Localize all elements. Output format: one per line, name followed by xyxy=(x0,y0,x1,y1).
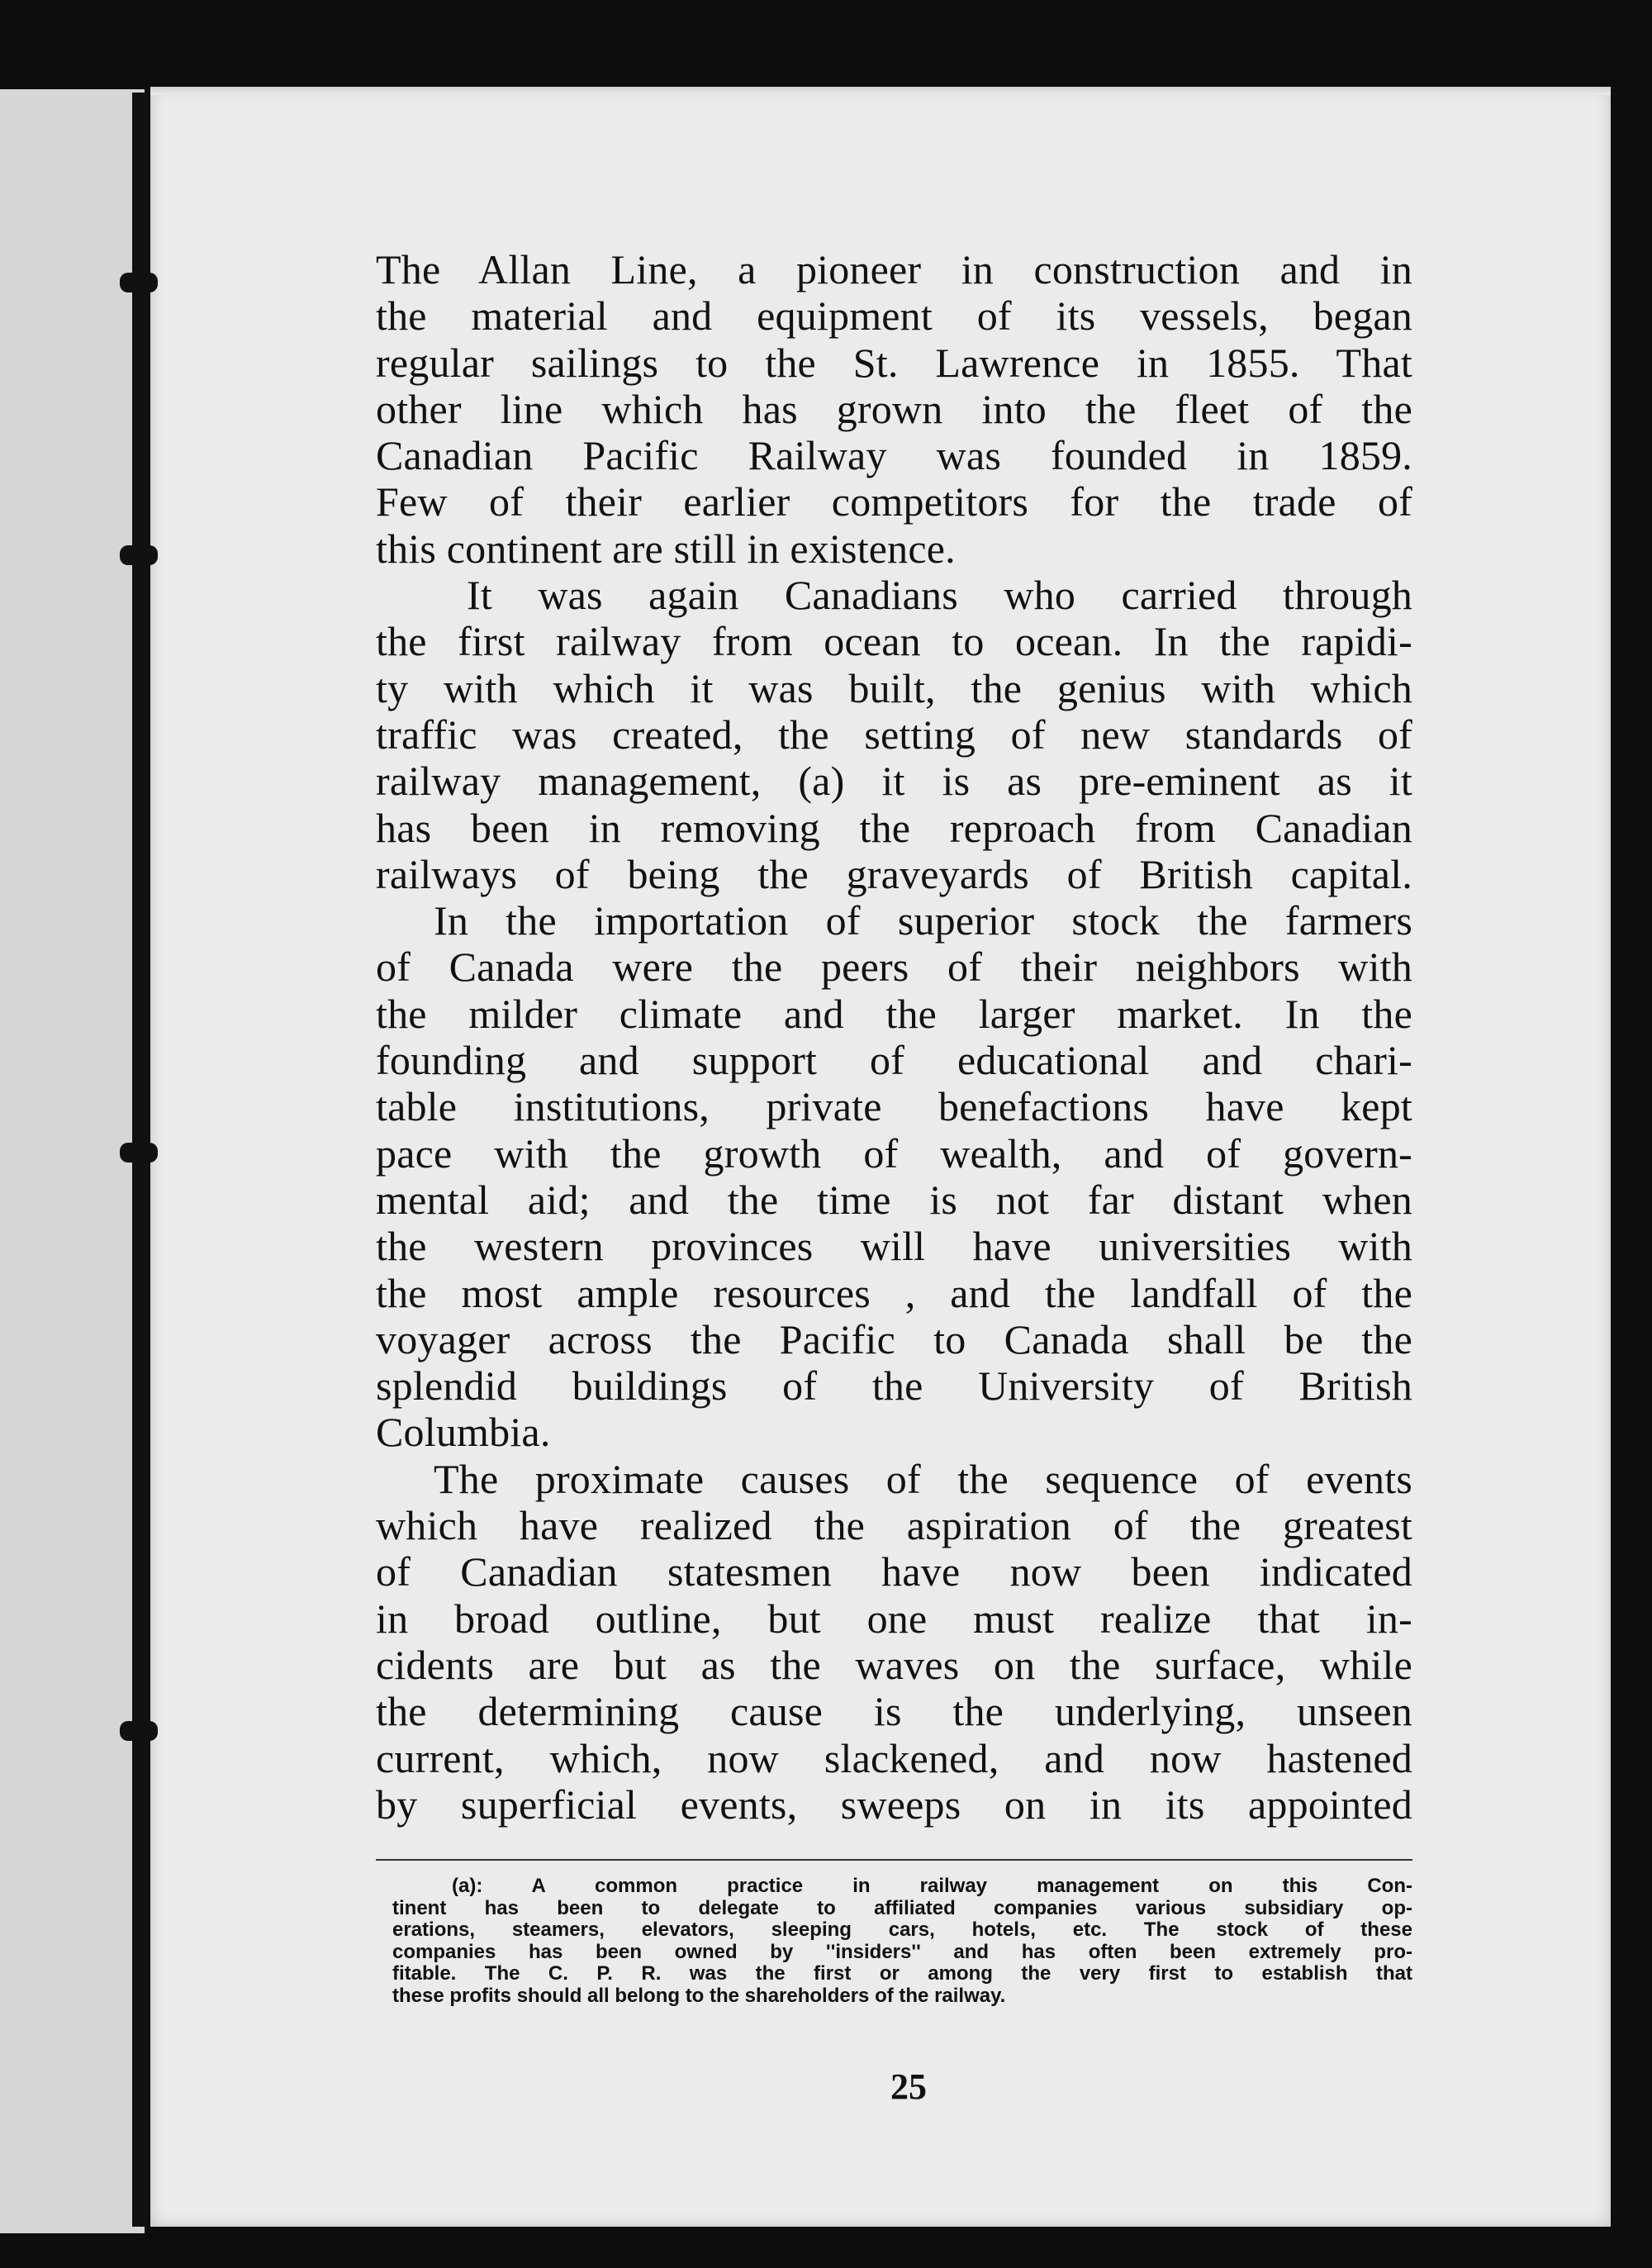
binding-clip xyxy=(120,1143,158,1163)
page-top-shadow xyxy=(150,87,1611,95)
binding-clip xyxy=(120,273,158,292)
binding-clip xyxy=(120,1721,158,1741)
footnote-rule xyxy=(376,1859,1412,1861)
text-line: It was again Canadians who carried through xyxy=(467,572,1412,619)
text-line: in broad outline, but one must realize that in- xyxy=(376,1595,1412,1642)
text-line: railways of being the graveyards of British capital. xyxy=(376,850,1412,897)
text-line: regular sailings to the St. Lawrence in 1855. That xyxy=(376,339,1412,386)
binding-clip xyxy=(120,545,158,565)
footnote-line: companies has been owned by ''insiders'' and has often been extremely pro- xyxy=(392,1940,1412,1963)
footnote-line: tinent has been to delegate to affiliated companies various subsidiary op- xyxy=(392,1896,1412,1919)
text-line: of Canada were the peers of their neighbors with xyxy=(376,944,1412,991)
text-line: this continent are still in existence. xyxy=(376,525,956,572)
text-line: of Canadian statesmen have now been indicated xyxy=(376,1548,1412,1595)
footnote-line: (a): A common practice in railway management on this Con- xyxy=(452,1875,1412,1897)
text-line: traffic was created, the setting of new standards of xyxy=(376,711,1412,758)
footnote xyxy=(392,1876,1412,2008)
text-line: other line which has grown into the fleet of the xyxy=(376,385,1412,432)
footnote-line: fitable. The C. P. R. was the first or among the very first to establish that xyxy=(392,1962,1412,1985)
text-line: ty with which it was built, the genius with which xyxy=(376,664,1412,711)
text-line: splendid buildings of the University of British xyxy=(376,1362,1412,1410)
text-line: The Allan Line, a pioneer in construction and in xyxy=(376,246,1412,292)
text-line: railway management, (a) it is as pre-eminent as it xyxy=(376,758,1412,805)
text-line: Columbia. xyxy=(376,1409,551,1456)
text-line: mental aid; and the time is not far distant when xyxy=(376,1176,1412,1223)
body-text xyxy=(376,246,1412,1828)
text-line: Few of their earlier competitors for the trade of xyxy=(376,478,1412,525)
text-line: the most ample resources , and the landfall of the xyxy=(376,1269,1412,1316)
text-line: the western provinces will have universities with xyxy=(376,1223,1412,1270)
text-line: The proximate causes of the sequence of events xyxy=(434,1455,1412,1502)
text-line: has been in removing the reproach from Canadian xyxy=(376,804,1412,851)
text-line: founding and support of educational and chari- xyxy=(376,1037,1412,1084)
text-line: table institutions, private benefactions have kept xyxy=(376,1083,1412,1130)
text-line: cidents are but as the waves on the surface, while xyxy=(376,1641,1412,1688)
footnote-line: erations, steamers, elevators, sleeping cars, hotels, etc. The stock of these xyxy=(392,1919,1412,1942)
footnote-line: these profits should all belong to the shareholders of the railway. xyxy=(392,1984,1006,2007)
text-line: which have realized the aspiration of the greatest xyxy=(376,1502,1412,1549)
text-line: voyager across the Pacific to Canada shall be the xyxy=(376,1315,1412,1362)
text-line: the first railway from ocean to ocean. In the rapidi- xyxy=(376,618,1412,665)
text-line: the determining cause is the underlying, unseen xyxy=(376,1688,1412,1735)
text-line: pace with the growth of wealth, and of govern- xyxy=(376,1129,1412,1177)
text-line: current, which, now slackened, and now hastened xyxy=(376,1734,1412,1781)
text-line: Canadian Pacific Railway was founded in 1859. xyxy=(376,432,1412,479)
text-line: by superficial events, sweeps on in its appointed xyxy=(376,1781,1412,1828)
text-line: the milder climate and the larger market. In the xyxy=(376,990,1412,1037)
page-number: 25 xyxy=(890,2066,927,2107)
text-line: In the importation of superior stock the farmers xyxy=(434,897,1412,944)
text-line: the material and equipment of its vessels, began xyxy=(376,292,1412,340)
